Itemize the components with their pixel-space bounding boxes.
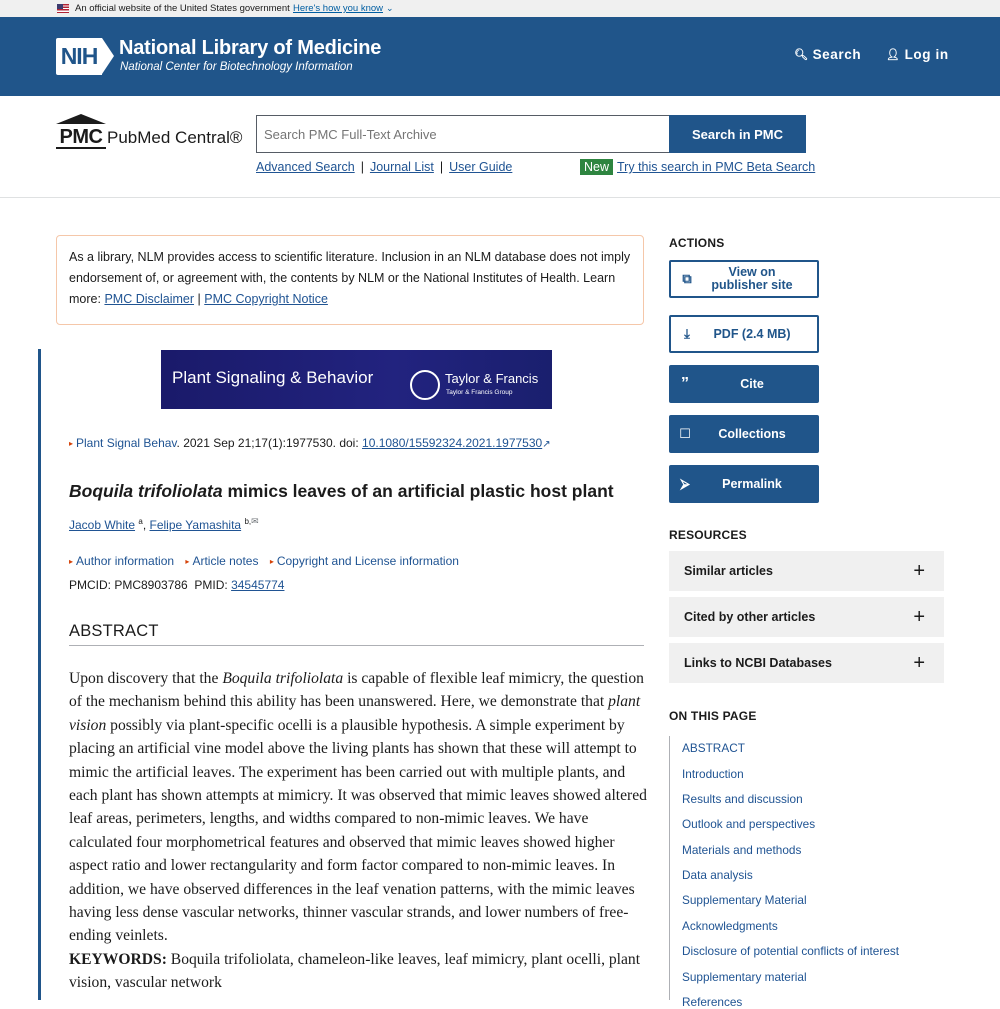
header-search-button[interactable] — [794, 47, 861, 62]
journal-banner-name: Plant Signaling & Behavior — [172, 368, 374, 387]
beta-search-promo — [580, 159, 815, 175]
author-list: Jacob White $^a$, Felipe Yamashita $^{b,✉}$ — [69, 516, 259, 532]
toc-link[interactable]: Supplementary material — [682, 970, 807, 984]
similar-articles-accordion[interactable] — [669, 551, 944, 591]
author-link[interactable]: Felipe Yamashita — [149, 518, 242, 532]
nih-logo[interactable] — [56, 38, 114, 75]
actions-heading: ACTIONS — [669, 236, 725, 250]
article-left-rule — [38, 349, 41, 1000]
title-rest: mimics leaves of an artificial plastic host plant — [222, 481, 614, 501]
article-info-links — [69, 554, 467, 568]
triangle-right-icon: ▸ — [69, 557, 74, 566]
pmc-logo-roof — [56, 114, 106, 124]
journal-list-link[interactable]: Journal List — [369, 160, 434, 174]
article-title — [69, 481, 614, 502]
on-this-page-heading: ON THIS PAGE — [669, 709, 757, 723]
pmc-logo[interactable] — [56, 114, 246, 154]
pdf-button[interactable] — [669, 315, 819, 353]
author-link[interactable]: Jacob White — [69, 518, 136, 532]
gov-banner — [0, 0, 1000, 17]
search-icon: 🔍︎ — [794, 49, 809, 61]
triangle-right-icon: ▸ — [269, 557, 274, 566]
advanced-search-link[interactable]: Advanced Search — [256, 160, 355, 174]
user-guide-link[interactable]: User Guide — [449, 160, 513, 174]
heres-how-you-know-link[interactable]: Here's how you know — [293, 3, 383, 14]
nlm-disclaimer — [56, 235, 644, 325]
external-link-icon[interactable]: ↗ — [542, 439, 551, 450]
external-link-icon: ⧉ — [682, 271, 692, 286]
publisher-group: Taylor & Francis Group — [446, 389, 513, 396]
publisher-name: Taylor & Francis — [445, 371, 539, 386]
toc-link[interactable]: Outlook and perspectives — [682, 817, 816, 831]
author-affiliation: b, — [244, 517, 252, 526]
copyright-info-toggle[interactable]: ▸ Copyright and License information — [269, 554, 459, 568]
pmcid: PMCID: PMC8903786 — [69, 578, 188, 592]
toc-link[interactable]: Disclosure of potential conflicts of interest — [682, 944, 900, 958]
bookmark-icon: ☐ — [679, 426, 691, 441]
share-icon: ⮚ — [680, 476, 690, 491]
plus-icon: + — [913, 560, 925, 582]
citation-details: . 2021 Sep 21;17(1):1977530. doi: — [176, 436, 363, 450]
ncbi-links-accordion[interactable] — [669, 643, 944, 683]
header-search-label: Search — [812, 47, 862, 62]
cite-label: Cite — [740, 376, 764, 391]
article-ids — [69, 578, 284, 592]
view-on-publisher-label: View on publisher site — [711, 265, 793, 292]
chevron-down-icon[interactable]: ⌄ — [386, 3, 394, 13]
plus-icon: + — [913, 606, 925, 628]
accordion-label: Similar articles — [684, 564, 773, 578]
toc-link[interactable]: Acknowledgments — [682, 919, 778, 933]
journal-link[interactable]: Plant Signal Behav — [76, 436, 177, 450]
article-notes-toggle[interactable]: ▸ Article notes — [185, 554, 259, 568]
permalink-button[interactable] — [669, 465, 819, 503]
beta-search-link[interactable]: Try this search in PMC Beta Search — [617, 160, 816, 174]
search-sub-links: Advanced Search | Journal List | User Guide — [256, 160, 513, 174]
author-affiliation: a — [138, 517, 143, 526]
resources-heading: RESOURCES — [669, 528, 747, 542]
permalink-label: Permalink — [722, 476, 782, 491]
toc-link[interactable]: Results and discussion — [682, 792, 803, 806]
pubmed-central-name: PubMed Central® — [107, 128, 243, 147]
pmid-label: PMID: — [194, 578, 228, 592]
taylor-francis-logo-icon — [410, 370, 440, 400]
new-badge: New — [580, 159, 613, 175]
nih-logo-text: NIH — [56, 38, 102, 75]
nlm-subtitle: National Center for Biotechnology Information — [120, 61, 353, 73]
header-login-button[interactable] — [886, 47, 949, 62]
disclaimer-separator: | — [197, 292, 201, 306]
collections-button[interactable] — [669, 415, 819, 453]
keywords-list: Boquila trifoliolata, chameleon-like leaves, leaf mimicry, plant ocelli, plant vision, vascular network — [69, 951, 641, 992]
download-icon: ⤓ — [684, 326, 690, 341]
keywords-label: KEYWORDS: — [69, 951, 167, 968]
toc-link[interactable]: Introduction — [682, 767, 744, 781]
accordion-label: Cited by other articles — [684, 610, 816, 624]
header-login-label: Log in — [904, 47, 949, 62]
title-species: Boquila trifoliolata — [69, 481, 223, 501]
quote-icon: ” — [681, 375, 689, 392]
article-citation — [69, 436, 551, 450]
author-information-toggle[interactable]: ▸ Author information — [69, 554, 175, 568]
pmc-disclaimer-link[interactable]: PMC Disclaimer — [104, 292, 195, 306]
journal-banner[interactable] — [161, 350, 552, 409]
on-this-page-nav — [669, 736, 949, 1009]
pdf-label: PDF (2.4 MB) — [713, 326, 791, 341]
toc-link[interactable]: ABSTRACT — [682, 741, 745, 755]
search-in-pmc-button[interactable]: Search in PMC — [669, 115, 806, 153]
cited-by-accordion[interactable] — [669, 597, 944, 637]
nlm-title[interactable]: National Library of Medicine — [119, 37, 382, 59]
mail-icon[interactable]: ✉ — [251, 516, 259, 526]
pmc-search-input[interactable] — [256, 115, 670, 153]
triangle-right-icon: ▸ — [69, 439, 74, 448]
abstract-heading: ABSTRACT — [69, 622, 644, 646]
toc-link[interactable]: References — [682, 995, 743, 1009]
nih-logo-arrow — [102, 38, 114, 74]
toc-link[interactable]: Supplementary Material — [682, 893, 807, 907]
plus-icon: + — [913, 652, 925, 674]
pmc-copyright-link[interactable]: PMC Copyright Notice — [204, 292, 328, 306]
nih-header — [0, 17, 1000, 96]
triangle-right-icon: ▸ — [185, 557, 190, 566]
keywords — [69, 948, 649, 995]
toc-link[interactable]: Data analysis — [682, 868, 753, 882]
user-icon: 👤︎ — [886, 49, 901, 61]
learn-more-label: Learn more: — [69, 271, 616, 306]
collections-label: Collections — [718, 426, 786, 441]
accordion-label: Links to NCBI Databases — [684, 656, 832, 670]
toc-link[interactable]: Materials and methods — [682, 843, 802, 857]
us-flag-icon — [57, 4, 69, 13]
gov-banner-text: An official website of the United States government — [75, 3, 290, 14]
doi-link[interactable]: 10.1080/15592324.2021.1977530 — [362, 436, 543, 450]
cite-button[interactable] — [669, 365, 819, 403]
disclaimer-text: As a library, NLM provides access to scientific literature. Inclusion in an NLM database does not imply endorsement of, or agreement with, the contents by NLM or the National Institutes of Health. — [69, 250, 631, 285]
pmc-search-area — [0, 96, 1000, 198]
pmid-link[interactable]: 34545774 — [231, 578, 285, 592]
pmc-logo-text: PMC — [56, 125, 106, 149]
abstract-text: Upon discovery that the Boquila trifoliolata is capable of flexible leaf mimicry, the question of the mechanism behind this ability has been unanswered. Here, we demonstrate that plant vision possibly via plant-specific ocelli is a plausible hypothesis. A simple experiment by placing an artificial vine model above the living plants has shown that these will attempt to mimic the artificial leaves. The experiment has been carried out with multiple plants, and each plant has shown attempts at mimicry. It was observed that mimic leaves showed altered leaf areas, perimeters, lengths, and widths compared to non-mimic leaves. We have calculated four morphometrical features and observed that mimic leaves showed higher aspect ratio and lower rectangularity and form factor compared to non-mimic leaves. In addition, we have observed differences in the leaf venation patterns, with the mimic leaves having less dense vascular networks, thinner vascular strands, and lower numbers of free-ending veinlets. — [69, 670, 647, 945]
view-on-publisher-button[interactable] — [669, 260, 819, 298]
